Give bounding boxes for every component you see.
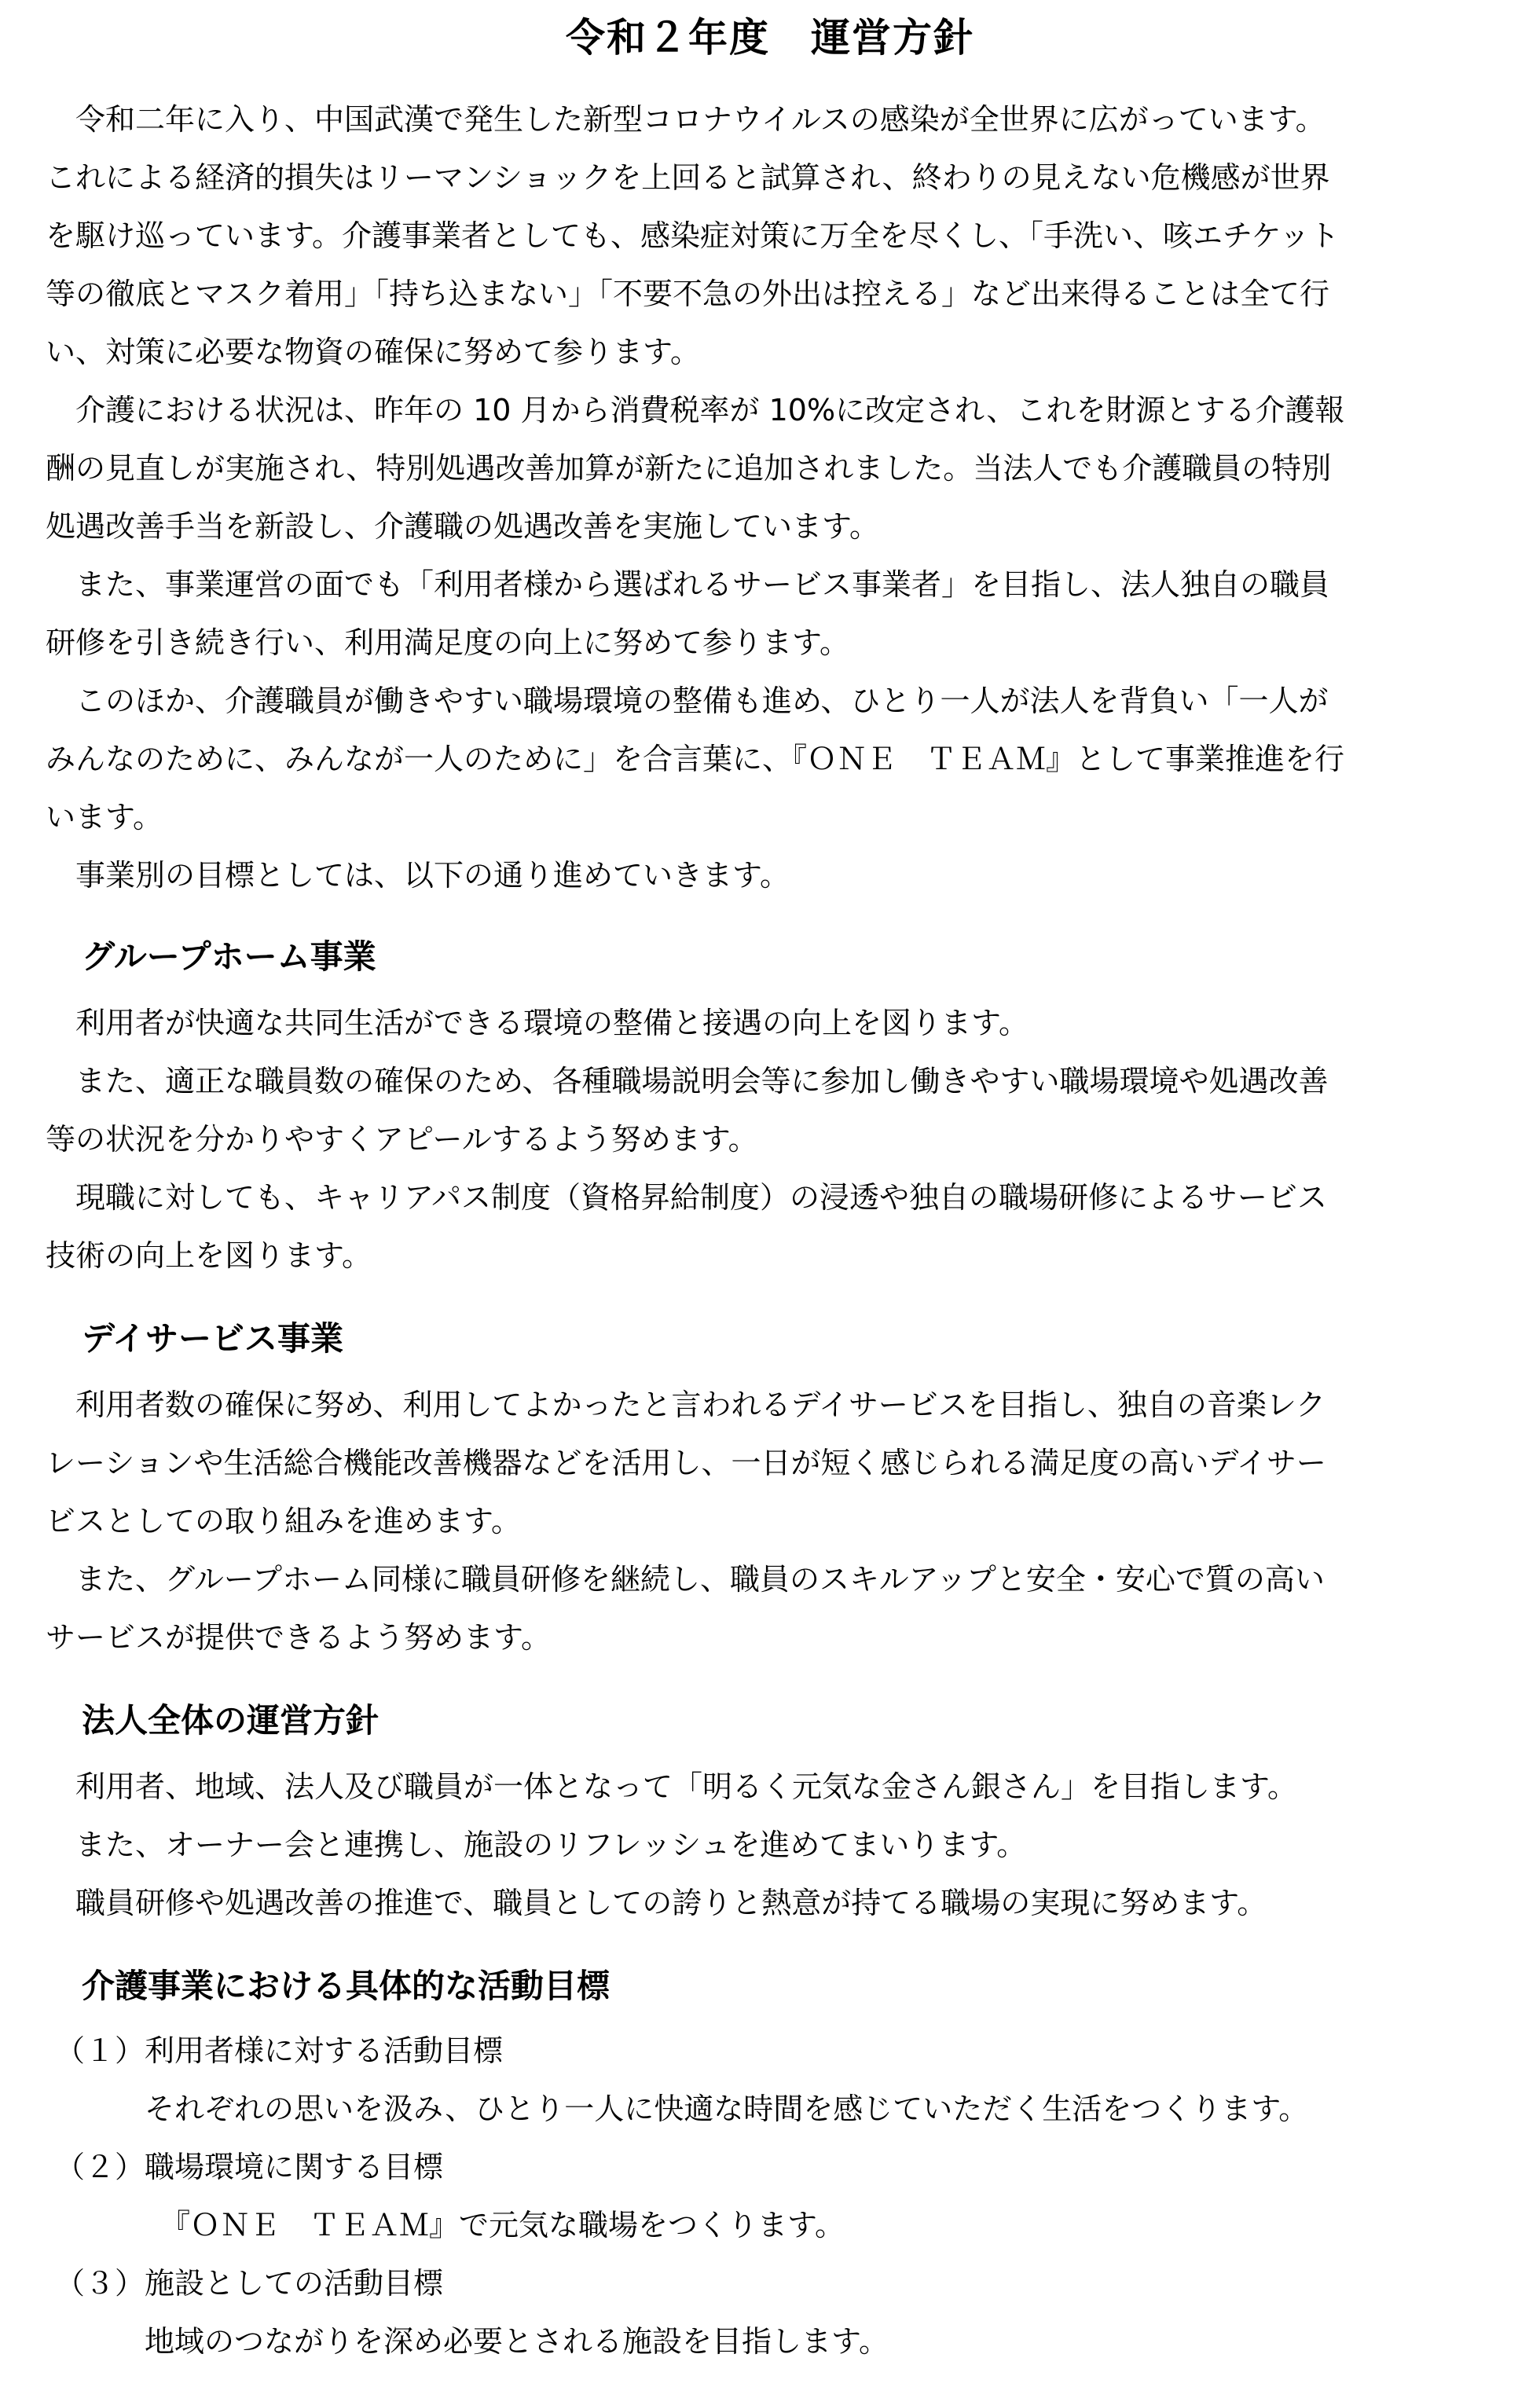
intro-line: 処遇改善手当を新設し、介護職の処遇改善を実施しています。 <box>46 509 879 544</box>
goal-text: それぞれの思いを汲み、ひとり一人に快適な時間を感じていただく生活をつくります。 <box>145 2092 1309 2126</box>
day-service-line: ビスとしての取り組みを進めます。 <box>46 1504 521 1538</box>
intro-line: を駆け巡っています。介護事業者としても、感染症対策に万全を尽くし、「手洗い、咳エチケット <box>46 218 1340 253</box>
intro-line: 酬の見直しが実施され、特別処遇改善加算が新たに追加されました。当法人でも介護職員の特別 <box>46 451 1332 486</box>
section-heading-day-service: デイサービス事業 <box>82 1319 344 1358</box>
intro-line: また、事業運営の面でも「利用者様から選ばれるサービス事業者」を目指し、法人独自の職員 <box>75 567 1330 602</box>
intro-line: みんなのために、みんなが一人のために」を合言葉に、『ＯＮＥ ＴＥＡＭ』として事業推進を行 <box>46 742 1345 776</box>
group-home-line: また、適正な職員数の確保のため、各種職場説明会等に参加し働きやすい職場環境や処遇改善 <box>75 1064 1329 1098</box>
intro-line: います。 <box>46 800 163 834</box>
intro-line: 研修を引き続き行い、利用満足度の向上に努めて参ります。 <box>46 625 849 660</box>
goal-text: 地域のつながりを深め必要とされる施設を目指します。 <box>145 2324 889 2359</box>
group-home-line: 技術の向上を図ります。 <box>46 1238 372 1273</box>
intro-line: 介護における状況は、昨年の 10 月から消費税率が 10%に改定され、これを財源とする介護報 <box>75 393 1345 427</box>
group-home-line: 現職に対しても、キャリアパス制度（資格昇給制度）の浸透や独自の職場研修によるサービス <box>75 1180 1327 1215</box>
day-service-line: サービスが提供できるよう努めます。 <box>46 1620 551 1655</box>
page-title: 令和２年度 運営方針 <box>566 15 974 60</box>
goal-text: 『ＯＮＥ ＴＥＡＭ』で元気な職場をつくります。 <box>160 2208 845 2242</box>
day-service-line: また、グループホーム同様に職員研修を継続し、職員のスキルアップと安全・安心で質の高い <box>75 1562 1325 1597</box>
goal-label: （３）施設としての活動目標 <box>55 2266 444 2301</box>
day-service-line: 利用者数の確保に努め、利用してよかったと言われるデイサービスを目指し、独自の音楽レク <box>75 1388 1326 1422</box>
intro-line: い、対策に必要な物資の確保に努めて参ります。 <box>46 335 700 369</box>
corporate-line: 職員研修や処遇改善の推進で、職員としての誇りと熱意が持てる職場の実現に努めます。 <box>75 1886 1267 1920</box>
group-home-line: 等の状況を分かりやすくアピールするよう努めます。 <box>46 1122 758 1157</box>
goal-label: （２）職場環境に関する目標 <box>55 2150 444 2184</box>
intro-line: これによる経済的損失はリーマンショックを上回ると試算され、終わりの見えない危機感が世界 <box>46 160 1330 195</box>
section-heading-corporate: 法人全体の運営方針 <box>82 1701 380 1740</box>
group-home-line: 利用者が快適な共同生活ができる環境の整備と接遇の向上を図ります。 <box>75 1006 1028 1040</box>
corporate-line: 利用者、地域、法人及び職員が一体となって「明るく元気な金さん銀さん」を目指します。 <box>75 1769 1297 1804</box>
intro-line: 等の徹底とマスク着用」「持ち込まない」「不要不急の外出は控える」など出来得ることは全て行 <box>46 277 1330 311</box>
intro-line: 事業別の目標としては、以下の通り進めていきます。 <box>75 858 790 893</box>
section-heading-goals: 介護事業における具体的な活動目標 <box>82 1967 610 2005</box>
intro-line: このほか、介護職員が働きやすい職場環境の整備も進め、ひとり一人が法人を背負い「一人が <box>75 684 1329 718</box>
goal-label: （１）利用者様に対する活動目標 <box>55 2033 504 2068</box>
day-service-line: レーションや生活総合機能改善機器などを活用し、一日が短く感じられる満足度の高いデイサー <box>46 1446 1326 1480</box>
section-heading-group-home: グループホーム事業 <box>82 937 376 976</box>
intro-line: 令和二年に入り、中国武漢で発生した新型コロナウイルスの感染が全世界に広がっています。 <box>75 102 1326 137</box>
corporate-line: また、オーナー会と連携し、施設のリフレッシュを進めてまいります。 <box>75 1828 1027 1862</box>
